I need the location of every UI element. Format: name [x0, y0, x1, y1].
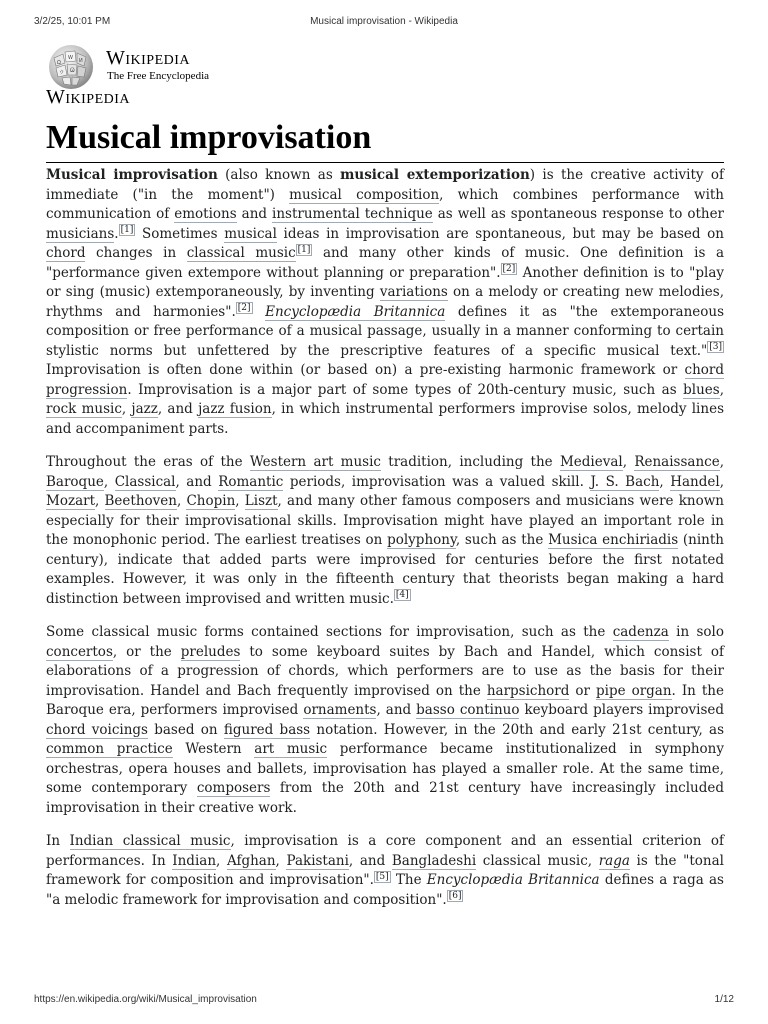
logo-tagline: The Free Encyclopedia [107, 70, 210, 82]
link-jazz-fusion[interactable]: jazz fusion [198, 401, 272, 417]
text: , and [376, 702, 417, 718]
link-handel[interactable]: Handel [670, 473, 720, 490]
print-datetime: 3/2/25, 10:01 PM [34, 16, 111, 27]
text: , [176, 493, 187, 509]
text: . In the Baroque era, performers improvised [46, 682, 724, 718]
link-indian-classical-music[interactable]: Indian classical music [69, 833, 231, 849]
link-western-art-music[interactable]: Western art music [249, 454, 381, 470]
citation [119, 224, 136, 236]
text: in solo [668, 624, 724, 640]
citation-link-1[interactable]: [1] [120, 225, 134, 235]
article-body [46, 166, 724, 924]
link-basso-continuo[interactable]: basso continuo [416, 702, 520, 718]
link-instrumental-technique[interactable]: instrumental technique [272, 206, 433, 222]
link-renaissance[interactable]: Renaissance [634, 454, 720, 470]
text: , [659, 473, 671, 490]
link-musical[interactable]: musical [224, 225, 277, 242]
svg-text:W: W [68, 55, 73, 61]
citation-link-3[interactable]: [3] [709, 342, 722, 352]
link-mozart[interactable]: Mozart [46, 493, 95, 509]
text: on a melody or creating new melodies, rhythms and harmonies". [46, 284, 724, 320]
text: . [114, 225, 119, 242]
text: , in which instrumental performers improvise solos, melody lines and accompaniment parts. [46, 401, 724, 437]
link-polyphony[interactable]: polyphony [387, 532, 456, 548]
text: classical music, [476, 852, 599, 869]
text: . Improvisation is a major part of some types of 20th-century music, such as [127, 381, 684, 398]
link-pipe-organ[interactable]: pipe organ [595, 682, 672, 699]
text: , and [348, 852, 392, 869]
svg-text:Ω: Ω [57, 60, 61, 66]
text [253, 304, 266, 320]
citation-link-5[interactable]: [5] [375, 871, 389, 882]
link-harpsichord[interactable]: harpsichord [486, 682, 570, 699]
text: , and many other famous composers and musicians were known especially for their improvisational skills. Improvisation might have played an important role in the monophonic period. The earliest treatises on [46, 493, 724, 548]
text: , [95, 493, 105, 509]
link-common-practice[interactable]: common practice [46, 741, 173, 757]
link-jazz[interactable]: jazz [131, 401, 158, 417]
text: is the "tonal framework for composition and improvisation". [46, 852, 724, 888]
text: (also known as [217, 167, 341, 183]
link-encyclopaedia-britannica[interactable]: Encyclopædia Britannica [265, 303, 446, 320]
svg-text:Ѿ: Ѿ [70, 68, 75, 74]
link-blues[interactable]: blues [683, 381, 720, 398]
link-musicians[interactable]: musicians [46, 225, 115, 242]
svg-text:И: И [79, 58, 83, 64]
link-variations[interactable]: variations [379, 284, 448, 300]
text: defines it as "the extemporaneous composition or free performance of a musical passage, usually in a manner conforming to certain stylistic norms but unfettered by the prescriptive features of a specific musical text." [46, 303, 724, 359]
print-footer [0, 994, 768, 1008]
text: , such as the [455, 532, 549, 548]
citation-link-2b[interactable]: [2] [237, 303, 251, 313]
link-raga[interactable]: raga [598, 852, 630, 869]
citation [501, 263, 518, 275]
print-url: https://en.wikipedia.org/wiki/Musical_improvisation [34, 994, 257, 1005]
citation [447, 890, 464, 902]
text: , [719, 454, 724, 470]
text: based on [147, 721, 224, 738]
text: Sometimes [135, 225, 225, 242]
text: keyboard players improvised [519, 702, 725, 718]
bold-term: Musical improvisation [46, 167, 218, 183]
text: , which combines performance with communication of [46, 186, 725, 222]
link-baroque[interactable]: Baroque [46, 473, 104, 490]
link-emotions[interactable]: emotions [174, 206, 237, 222]
text: to some keyboard suites by Bach and Handel, which consist of elaborations of a progression of chords, which performers are to use as the basis for their improvisation. Handel and Bach frequently improvised on the [46, 643, 724, 699]
citation [374, 871, 391, 883]
link-ornaments[interactable]: ornaments [303, 702, 377, 718]
print-page-title: Musical improvisation - Wikipedia [310, 16, 458, 27]
text: , and [157, 401, 199, 417]
text: , [103, 473, 115, 490]
citation [236, 302, 253, 314]
text: Another definition is to "play or sing (music) extemporaneously, by inventing [46, 264, 724, 300]
site-wordmark[interactable]: Wikipedia [46, 86, 131, 108]
link-beethoven[interactable]: Beethoven [104, 493, 177, 509]
link-medieval[interactable]: Medieval [559, 454, 623, 470]
print-page-number: 1/12 [714, 994, 734, 1005]
text: , and [175, 473, 219, 490]
italic-title: Encyclopædia Britannica [426, 872, 600, 888]
print-header [0, 16, 768, 30]
link-musica-enchiriadis[interactable]: Musica enchiriadis [548, 532, 679, 548]
link-classical[interactable]: Classical [114, 473, 176, 490]
title-divider [46, 162, 724, 163]
text: and many other kinds of music. One definition is a "performance given extempore without planning or preparation". [46, 245, 725, 281]
text: , [622, 454, 635, 470]
link-bangladeshi[interactable]: Bangladeshi [391, 852, 477, 869]
link-pakistani[interactable]: Pakistani [286, 852, 349, 869]
link-classical-music[interactable]: classical music [186, 245, 296, 261]
text: , [121, 401, 132, 417]
link-chord[interactable]: chord [46, 245, 86, 261]
link-liszt[interactable]: Liszt [244, 493, 278, 509]
link-preludes[interactable]: preludes [180, 643, 241, 660]
citation-link-1b[interactable]: [1] [297, 244, 311, 255]
link-romantic[interactable]: Romantic [218, 473, 284, 490]
text: , or the [112, 643, 181, 660]
link-figured-bass[interactable]: figured bass [223, 721, 311, 738]
text: (ninth century), indicate that added parts were improvised for centuries before the first notated examples. However, it was only in the fifteenth century that theorists began making a hard distinction between improvised and written music. [46, 532, 724, 607]
text: In [46, 833, 70, 849]
text: The [390, 872, 427, 888]
text: defines a raga as "a melodic framework for improvisation and composition". [46, 872, 724, 908]
link-chord-progression[interactable]: chord progression [46, 362, 724, 398]
text: as well as spontaneous response to other [432, 206, 725, 222]
text: periods, improvisation was a valued skill. [283, 473, 591, 490]
text: , improvisation is a core component and an essential criterion of performances. In [46, 833, 724, 869]
citation-link-4[interactable]: [4] [395, 590, 409, 600]
link-chopin[interactable]: Chopin [186, 493, 236, 509]
link-art-music[interactable]: art music [254, 741, 328, 757]
text: ) is the creative activity of immediate ("in the moment") [46, 167, 724, 203]
text: , [235, 493, 245, 509]
text: Western [172, 741, 255, 757]
paragraph-3 [46, 623, 724, 818]
logo-wordmark: Wikipedia [106, 47, 191, 69]
paragraph-1 [46, 166, 724, 439]
link-indian[interactable]: Indian [172, 852, 217, 869]
svg-text:ウ: ウ [59, 70, 65, 76]
text: notation. However, in the 20th and early 21st century, as [310, 721, 724, 738]
link-js-bach[interactable]: J. S. Bach [590, 473, 660, 490]
text: performance became institutionalized in symphony orchestras, opera houses and ballets, improvisation has played a smaller role. At the same time, some contemporary [46, 741, 724, 796]
citation-link-6[interactable]: [6] [448, 891, 462, 901]
link-cadenza[interactable]: cadenza [612, 624, 669, 640]
text: from the 20th and 21st century have increasingly included improvisation in their creative work. [46, 780, 724, 816]
paragraph-2 [46, 453, 724, 609]
citation-link-2[interactable]: [2] [502, 264, 516, 274]
link-afghan[interactable]: Afghan [226, 852, 276, 869]
citation [707, 341, 724, 353]
page-title: Musical improvisation [46, 119, 372, 156]
text: , [275, 852, 287, 869]
text: , [719, 381, 724, 398]
text: changes in [85, 245, 187, 261]
link-chord-voicings[interactable]: chord voicings [46, 721, 148, 738]
link-musical-composition[interactable]: musical composition [289, 186, 440, 203]
text: ideas in improvisation are spontaneous, but may be based on [276, 225, 724, 242]
text: Some classical music forms contained sections for improvisation, such as the [46, 624, 613, 640]
text: , [216, 852, 227, 869]
text: Throughout the eras of the [46, 454, 250, 470]
link-composers[interactable]: composers [196, 780, 271, 796]
text: , [719, 473, 724, 490]
link-concertos[interactable]: concertos [46, 643, 113, 660]
link-rock-music[interactable]: rock music [46, 401, 122, 417]
paragraph-4 [46, 832, 724, 910]
text: Improvisation is often done within (or based on) a pre-existing harmonic framework or [46, 362, 685, 378]
text: tradition, including the [380, 454, 560, 470]
wikipedia-globe-icon [46, 44, 96, 90]
bold-term: musical extemporization [340, 167, 530, 183]
citation [394, 589, 411, 601]
text: and [236, 206, 272, 222]
text: or [569, 682, 596, 699]
citation [296, 244, 313, 256]
